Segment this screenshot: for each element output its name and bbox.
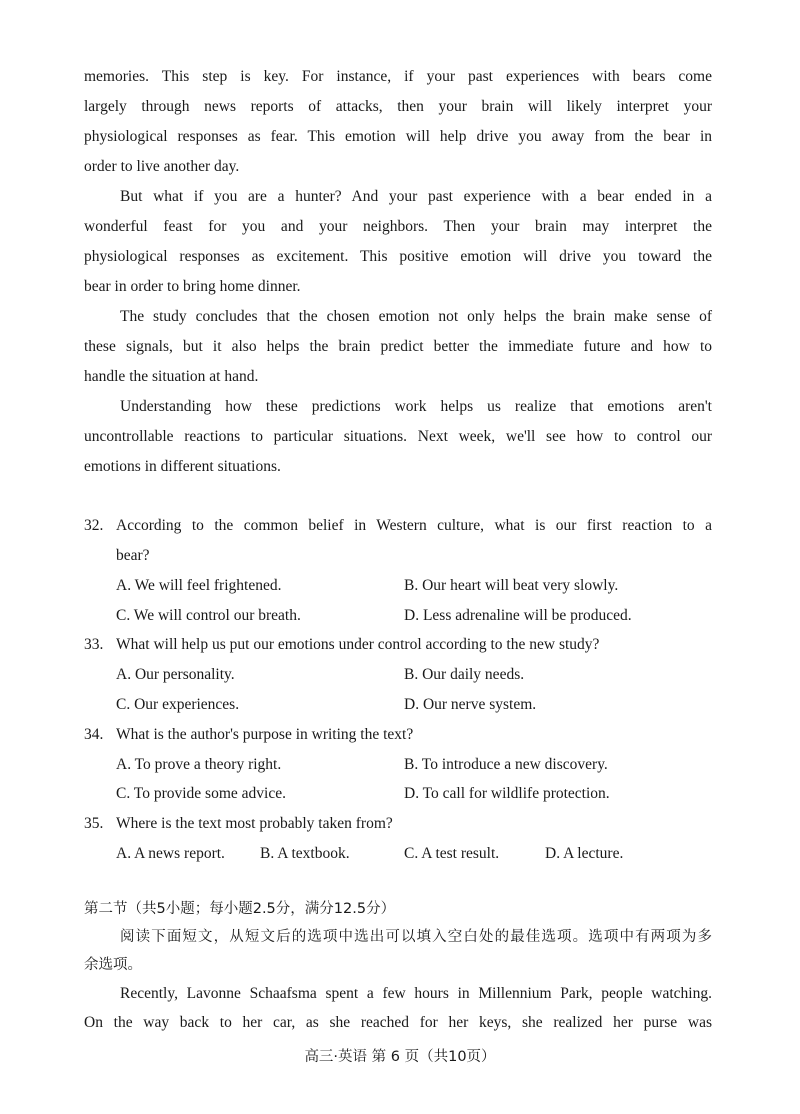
question-number: 34. [84, 726, 104, 743]
passage-line: uncontrollable reactions to particular situations. Next week, we'll see how to control our [84, 428, 712, 445]
question-text: bear? [116, 547, 150, 564]
question-text: Where is the text most probably taken from? [116, 815, 393, 832]
passage-line: largely through news reports of attacks, then your brain will likely interpret your [84, 98, 712, 115]
passage-line: physiological responses as fear. This emotion will help drive you away from the bear in [84, 128, 712, 145]
passage-line: On the way back to her car, as she reached for her keys, she realized her purse was [84, 1014, 712, 1031]
passage-line: emotions in different situations. [84, 458, 281, 475]
option-a: A. To prove a theory right. [116, 756, 282, 773]
passage-line: Understanding how these predictions work helps us realize that emotions aren't [120, 398, 712, 415]
option-c: C. We will control our breath. [116, 607, 301, 624]
section-instruction: 阅读下面短文，从短文后的选项中选出可以填入空白处的最佳选项。选项中有两项为多 [120, 929, 712, 945]
passage-line: memories. This step is key. For instance, if your past experiences with bears come [84, 68, 712, 85]
option-b: B. A textbook. [260, 845, 350, 862]
passage-line: bear in order to bring home dinner. [84, 278, 301, 295]
question-number: 35. [84, 815, 104, 832]
option-c: C. To provide some advice. [116, 785, 286, 802]
passage-line: physiological responses as excitement. This positive emotion will drive you toward the [84, 248, 712, 265]
section-header: 第二节（共5小题；每小题2.5分，满分12.5分） [84, 901, 396, 917]
question-number: 32. [84, 517, 104, 534]
option-a: A. Our personality. [116, 666, 235, 683]
passage-line: wonderful feast for you and your neighbors. Then your brain may interpret the [84, 218, 712, 235]
passage-line: But what if you are a hunter? And your past experience with a bear ended in a [120, 188, 712, 205]
question-text: According to the common belief in Western culture, what is our first reaction to a [116, 517, 712, 534]
option-d: D. A lecture. [545, 845, 624, 862]
option-b: B. Our daily needs. [404, 666, 525, 683]
option-c: C. Our experiences. [116, 696, 240, 713]
passage-line: these signals, but it also helps the brain predict better the immediate future and how to [84, 338, 712, 355]
option-b: B. Our heart will beat very slowly. [404, 577, 619, 594]
question-number: 33. [84, 636, 104, 653]
option-c: C. A test result. [404, 845, 500, 862]
section-instruction: 余选项。 [84, 957, 142, 973]
option-d: D. Less adrenaline will be produced. [404, 607, 632, 624]
option-a: A. We will feel frightened. [116, 577, 282, 594]
option-b: B. To introduce a new discovery. [404, 756, 608, 773]
passage-line: Recently, Lavonne Schaafsma spent a few hours in Millennium Park, people watching. [120, 985, 712, 1002]
option-d: D. To call for wildlife protection. [404, 785, 610, 802]
option-d: D. Our nerve system. [404, 696, 537, 713]
passage-line: The study concludes that the chosen emotion not only helps the brain make sense of [120, 308, 712, 325]
option-a: A. A news report. [116, 845, 225, 862]
page-footer: 高三·英语 第 6 页（共10页） [304, 1049, 496, 1065]
question-text: What is the author's purpose in writing the text? [116, 726, 414, 743]
passage-line: order to live another day. [84, 158, 240, 175]
question-text: What will help us put our emotions under control according to the new study? [116, 636, 600, 653]
passage-line: handle the situation at hand. [84, 368, 259, 385]
